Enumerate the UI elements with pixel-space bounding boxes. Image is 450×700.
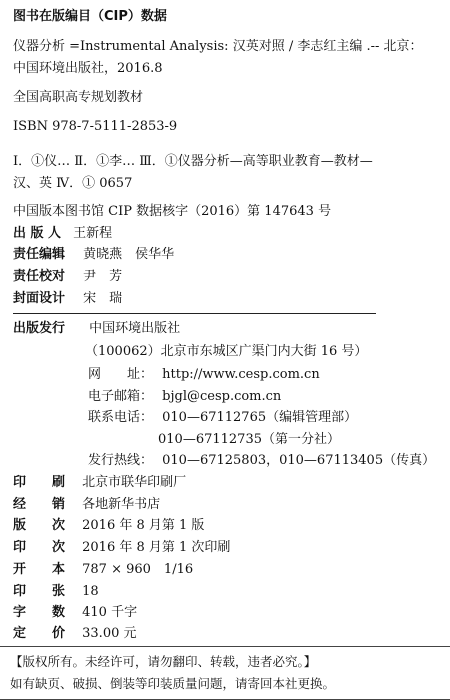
detail-label: 版 次 [13, 518, 66, 533]
phone-row [88, 409, 357, 426]
staff-label: 责任编辑 [13, 247, 66, 262]
website-value: http://www.cesp.com.cn [162, 367, 320, 382]
staff-value: 黄晓燕 侯华华 [83, 247, 175, 262]
email-value: bjgl@cesp.com.cn [162, 389, 282, 404]
website-row [88, 366, 320, 383]
staff-label: 出 版 人 [13, 226, 62, 241]
staff-row [13, 290, 122, 307]
hotline-row [88, 452, 435, 469]
staff-value: 宋 瑞 [83, 291, 123, 306]
publishing-label: 出版发行 [13, 321, 66, 336]
publisher-address: （100062）北京市东城区广渠门内大街 16 号） [85, 344, 368, 359]
detail-label: 印 次 [13, 540, 66, 555]
detail-value: 2016 年 8 月第 1 次印刷 [82, 540, 231, 555]
website-label: 网 址： [88, 367, 154, 382]
copyright-notice [0, 646, 450, 700]
notice-line-1: 【版权所有。未经许可，请勿翻印、转载，违者必究。】 [10, 654, 317, 669]
notice-line-2: 如有缺页、破损、倒装等印装质量问题，请寄回本社更换。 [10, 676, 336, 691]
detail-label: 字 数 [13, 605, 66, 620]
publishing-row [13, 320, 180, 337]
cip-number: 中国版本图书馆 CIP 数据核字（2016）第 147643 号 [13, 204, 332, 219]
detail-label: 印 张 [13, 584, 66, 599]
detail-row [13, 474, 186, 491]
phone-value-1: 010—67112765（编辑管理部） [162, 410, 358, 425]
staff-label: 责任校对 [13, 269, 66, 284]
detail-value: 各地新华书店 [82, 497, 161, 512]
phone-label: 联系电话： [88, 410, 154, 425]
cip-publisher-line: 中国环境出版社，2016.8 [13, 61, 163, 76]
cip-isbn: ISBN 978-7-5111-2853-9 [13, 119, 178, 134]
detail-row [13, 517, 204, 534]
staff-row [13, 225, 112, 242]
divider [13, 313, 376, 314]
detail-value: 787 × 960 1/16 [82, 562, 194, 577]
cip-subject-line-2: 汉、英 Ⅳ．① 0657 [13, 176, 133, 191]
phone-value-2: 010—67112735（第一分社） [158, 432, 340, 447]
detail-row [13, 583, 99, 600]
detail-value: 410 千字 [82, 605, 138, 620]
detail-row [13, 604, 137, 621]
publisher-name: 中国环境出版社 [89, 321, 181, 336]
staff-row [13, 246, 174, 263]
cip-subject-line-1: Ⅰ．①仪… Ⅱ．①李… Ⅲ．①仪器分析—高等职业教育—教材— [13, 154, 373, 169]
detail-label: 经 销 [13, 497, 66, 512]
staff-row [13, 268, 122, 285]
cip-series: 全国高职高专规划教材 [13, 90, 144, 105]
hotline-value: 010—67125803，010—67113405（传真） [162, 453, 436, 468]
staff-label: 封面设计 [13, 291, 66, 306]
detail-row [13, 539, 230, 556]
staff-value: 尹 芳 [83, 269, 123, 284]
staff-value: 王新程 [73, 226, 113, 241]
cip-title-line: 仪器分析 =Instrumental Analysis: 汉英对照 / 李志红主编 .-- 北京： [13, 39, 423, 54]
detail-value: 33.00 元 [82, 626, 137, 641]
cip-heading: 图书在版编目（CIP）数据 [13, 9, 167, 24]
hotline-label: 发行热线： [88, 453, 154, 468]
detail-value: 18 [82, 584, 99, 599]
email-label: 电子邮箱： [88, 389, 154, 404]
detail-label: 开 本 [13, 562, 66, 577]
detail-row [13, 625, 137, 642]
detail-row [13, 561, 193, 578]
detail-label: 印 刷 [13, 475, 66, 490]
detail-label: 定 价 [13, 626, 66, 641]
detail-value: 北京市联华印刷厂 [82, 475, 187, 490]
detail-value: 2016 年 8 月第 1 版 [82, 518, 205, 533]
detail-row [13, 496, 160, 513]
email-row [88, 388, 281, 405]
